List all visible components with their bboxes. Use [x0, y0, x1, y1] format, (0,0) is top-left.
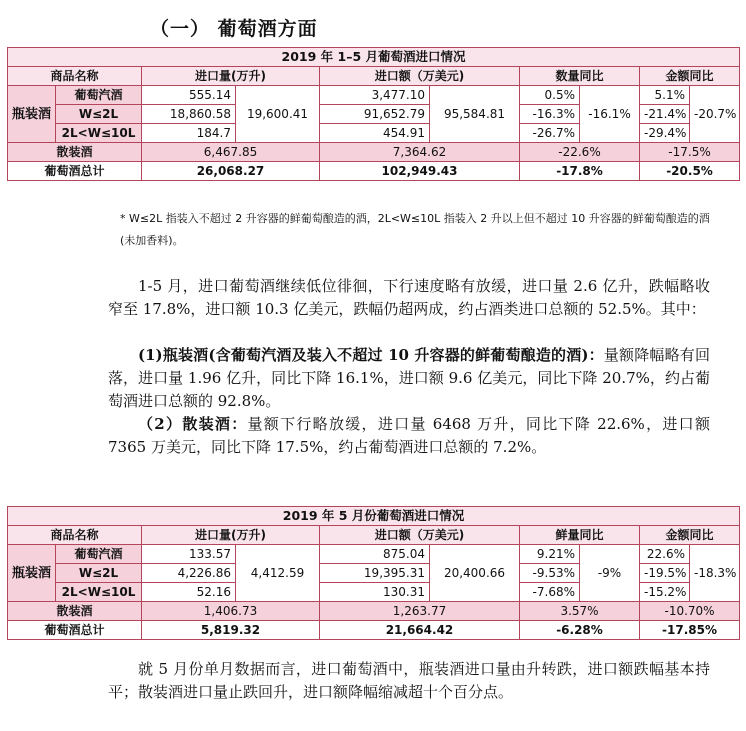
- qty-yoy-cell: 3.57%: [520, 602, 640, 621]
- amt-cell: 19,395.31: [320, 564, 430, 583]
- bottled-amt-subtotal: 95,584.81: [430, 86, 520, 143]
- paragraph-body: 量额降幅略有回落，进口量 1.96 亿升，同比下降 16.1%，进口额 9.6 亿美元，同比下降 20.7%，约占葡萄酒进口总额的 92.8%。: [108, 346, 710, 410]
- amt-cell: 454.91: [320, 124, 430, 143]
- amt-cell: 875.04: [320, 545, 430, 564]
- table-caption: 2019 年 5 月份葡萄酒进口情况: [8, 507, 740, 526]
- amt-yoy-cell: -10.70%: [640, 602, 740, 621]
- qty-yoy-cell: -16.3%: [520, 105, 580, 124]
- qty-cell: 4,226.86: [142, 564, 236, 583]
- qty-cell: 52.16: [142, 583, 236, 602]
- row-name: W≤2L: [56, 564, 142, 583]
- bottled-wine-label: 瓶装酒: [8, 545, 56, 602]
- amt-yoy-cell: 22.6%: [640, 545, 690, 564]
- qty-yoy-cell: -17.8%: [520, 162, 640, 181]
- row-name: 葡萄汽酒: [56, 545, 142, 564]
- bottled-amt-yoy-subtotal: -20.7%: [690, 86, 740, 143]
- qty-cell: 18,860.58: [142, 105, 236, 124]
- bottled-qty-subtotal: 19,600.41: [236, 86, 320, 143]
- footnote: * W≤2L 指装入不超过 2 升容器的鲜葡萄酿造的酒，2L<W≤10L 指装入 2 升以上但不超过 10 升容器的鲜葡萄酿造的酒(未加香料)。: [120, 212, 710, 247]
- amt-cell: 102,949.43: [320, 162, 520, 181]
- amt-yoy-cell: 5.1%: [640, 86, 690, 105]
- amt-yoy-cell: -21.4%: [640, 105, 690, 124]
- bottled-amt-yoy-subtotal: -18.3%: [690, 545, 740, 602]
- amt-cell: 130.31: [320, 583, 430, 602]
- column-header: 数量同比: [520, 67, 640, 86]
- paragraph: [108, 344, 710, 413]
- row-name: 葡萄酒总计: [8, 621, 142, 640]
- table-row: [8, 162, 740, 181]
- amt-yoy-cell: -15.2%: [640, 583, 690, 602]
- qty-cell: 184.7: [142, 124, 236, 143]
- row-name: 散装酒: [8, 602, 142, 621]
- bottled-wine-label: 瓶装酒: [8, 86, 56, 143]
- qty-yoy-cell: -9.53%: [520, 564, 580, 583]
- qty-yoy-cell: -7.68%: [520, 583, 580, 602]
- row-name: 2L<W≤10L: [56, 583, 142, 602]
- table-row: [8, 621, 740, 640]
- column-header: 进口量(万升): [142, 526, 320, 545]
- bottled-qty-yoy-subtotal: -16.1%: [580, 86, 640, 143]
- table-row: [8, 602, 740, 621]
- column-header: 进口额（万美元): [320, 67, 520, 86]
- amt-yoy-cell: -17.85%: [640, 621, 740, 640]
- qty-cell: 5,819.32: [142, 621, 320, 640]
- amt-yoy-cell: -29.4%: [640, 124, 690, 143]
- qty-yoy-cell: 0.5%: [520, 86, 580, 105]
- row-name: 散装酒: [8, 143, 142, 162]
- amt-cell: 21,664.42: [320, 621, 520, 640]
- column-header: 金额同比: [640, 67, 740, 86]
- paragraph: 1-5 月，进口葡萄酒继续低位徘徊，下行速度略有放缓，进口量 2.6 亿升，跌幅略收窄至 17.8%，进口额 10.3 亿美元，跌幅仍超两成，约占酒类进口总额的 52.5%。其中：: [108, 277, 710, 318]
- amt-cell: 3,477.10: [320, 86, 430, 105]
- amt-yoy-cell: -17.5%: [640, 143, 740, 162]
- amt-cell: 1,263.77: [320, 602, 520, 621]
- column-header: 商品名称: [8, 526, 142, 545]
- row-name: W≤2L: [56, 105, 142, 124]
- paragraph-body: 量额下行略放缓，进口量 6468 万升，同比下降 22.6%，进口额 7365 万美元，同比下降 17.5%，约占葡萄酒进口总额的 7.2%。: [108, 415, 710, 456]
- qty-yoy-cell: -22.6%: [520, 143, 640, 162]
- amt-yoy-cell: -19.5%: [640, 564, 690, 583]
- qty-cell: 6,467.85: [142, 143, 320, 162]
- table-2019-may: [7, 506, 739, 640]
- qty-yoy-cell: 9.21%: [520, 545, 580, 564]
- qty-cell: 133.57: [142, 545, 236, 564]
- column-header: 进口量(万升): [142, 67, 320, 86]
- paragraph: [108, 413, 710, 459]
- amt-yoy-cell: -20.5%: [640, 162, 740, 181]
- section-title: （一） 葡萄酒方面: [150, 18, 318, 40]
- row-name: 葡萄汽酒: [56, 86, 142, 105]
- qty-yoy-cell: -26.7%: [520, 124, 580, 143]
- paragraph: 就 5 月份单月数据而言，进口葡萄酒中，瓶装酒进口量由升转跌，进口额跌幅基本持平；散装酒进口量止跌回升，进口额降幅缩减超十个百分点。: [108, 660, 710, 701]
- row-name: 2L<W≤10L: [56, 124, 142, 143]
- row-name: 葡萄酒总计: [8, 162, 142, 181]
- amt-cell: 91,652.79: [320, 105, 430, 124]
- qty-cell: 1,406.73: [142, 602, 320, 621]
- paragraph-subtitle: (1)瓶装酒(含葡萄汽酒及装入不超过 10 升容器的鲜葡萄酿造的酒)：: [138, 346, 604, 364]
- column-header: 商品名称: [8, 67, 142, 86]
- qty-yoy-cell: -6.28%: [520, 621, 640, 640]
- table-2019-jan-may: [7, 47, 739, 181]
- amt-cell: 7,364.62: [320, 143, 520, 162]
- column-header: 鲜量同比: [520, 526, 640, 545]
- bottled-qty-subtotal: 4,412.59: [236, 545, 320, 602]
- bottled-amt-subtotal: 20,400.66: [430, 545, 520, 602]
- qty-cell: 26,068.27: [142, 162, 320, 181]
- table-row: [8, 143, 740, 162]
- column-header: 金额同比: [640, 526, 740, 545]
- column-header: 进口额（万美元): [320, 526, 520, 545]
- paragraph-subtitle: （2）散装酒：: [138, 415, 248, 433]
- table-row: [8, 86, 740, 105]
- table-caption: 2019 年 1–5 月葡萄酒进口情况: [8, 48, 740, 67]
- bottled-qty-yoy-subtotal: -9%: [580, 545, 640, 602]
- table-row: [8, 545, 740, 564]
- qty-cell: 555.14: [142, 86, 236, 105]
